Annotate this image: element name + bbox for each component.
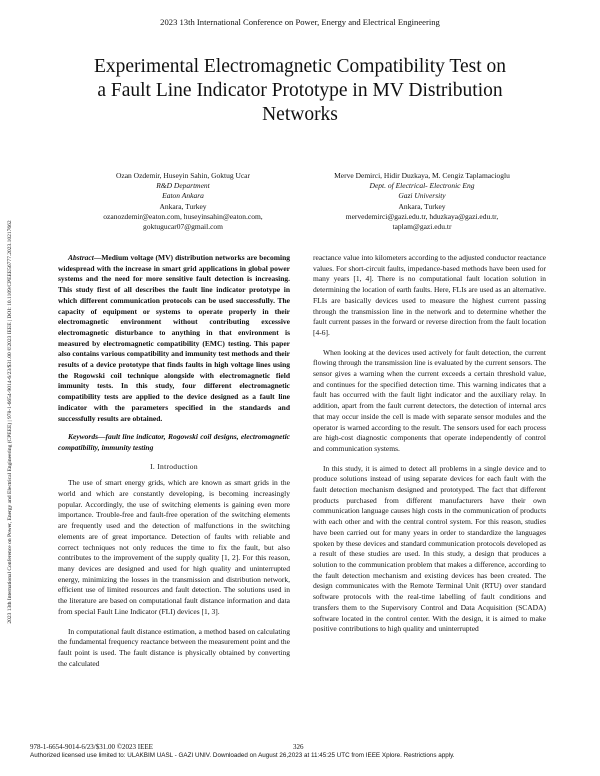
authors-left-dept: R&D Department <box>156 181 210 191</box>
authors-right-org: Gazi University <box>398 191 446 201</box>
title-line-2: a Fault Line Indicator Prototype in MV Distribution <box>97 80 503 101</box>
keywords <box>58 432 290 453</box>
authors-right-email-2: taplam@gazi.edu.tr <box>392 222 452 232</box>
authors-right-dept: Dept. of Electrical- Electronic Eng <box>369 181 475 191</box>
right-paragraph-2: When looking at the devices used actively for fault detection, the current flowing through the transmission line is evaluated by the current sensors. The sensor gives a warning when the current exceeds a certain threshold value, and continues for the specified detection time. This warning indicates that a fault has occurred with the fault light indicator and the auxiliary relay. In addition, apart from the fault current detectors, the detection of internal arcs that may occur inside the cell is made with separate sensor modules and the operator is warned according to the result. The sensors used for each process are high-cost diagnostic components that operate independently of control and communication systems. <box>313 347 546 453</box>
sidebar-citation <box>3 94 17 750</box>
footer-license: Authorized licensed use limited to: ULAKBIM UASL - GAZI UNIV. Downloaded on August 26,2023 at 11:45:25 UTC from IEEE Xplore. Restrictions apply. <box>30 752 455 759</box>
abstract-label: Abstract <box>68 253 94 262</box>
title-line-3: Networks <box>262 104 338 125</box>
authors-right-city: Ankara, Turkey <box>398 201 446 211</box>
authors-left-org: Eaton Ankara <box>162 191 204 201</box>
section-heading-introduction: I. Introduction <box>150 461 198 471</box>
intro-paragraph-1: The use of smart energy grids, which are known as smart grids in the world and which are constantly developing, is becoming increasingly popular. Accordingly, the use of switching elements is gaining even more importance. Trouble-free and fault-free operation of the switching elements are frequently used and the detection of malfunctions in the switching elements are of great importance. Detection of faults with reliable and correct techniques not only reduces the time to fix the fault, but also contributes to the improvement of the supply quality [1, 2]. For this reason, many devices are designed and used for high quality and uninterrupted energy, minimizing the losses in the transmission and distribution network, efficient use of limited resources and fault detection. The solutions used in the literature are based on computational fault distance information and data from special Fault Line Indicator (FLI) devices [1, 3]. <box>58 478 290 616</box>
paper-title <box>40 55 560 127</box>
authors-left-email-2: goktugucar07@gmail.com <box>142 222 223 232</box>
right-paragraph-3: In this study, it is aimed to detect all problems in a single device and to produce solutions instead of using separate devices for each fault with the fault detection mechanism designed and prototyped. The fact that different products purchased from different manufacturers have their own communication language causes high costs in the communication of products with each other and with the central control system. For this reason, studies have been carried out for many years in order to standardize the languages spoken by these devices and standard communication protocols developed as a result of these studies are used. In this study, a design that produces a solution to the communication problem that makes a difference, according to the fault detection mechanism and existing devices has been created. The design communicates with the Remote Terminal Unit (RTU) over standard software protocols with the real-time labelling of fault conditions and transfers them to the Supervisory Control and Data Acquisition (SCADA) software located in the control center. With the design, it is aimed to make positive contributions to high quality and uninterrupted <box>313 463 546 634</box>
authors-right-block <box>312 171 532 232</box>
abstract <box>58 253 290 424</box>
conference-header: 2023 13th International Conference on Power, Energy and Electrical Engineering <box>160 17 440 27</box>
title-line-1: Experimental Electromagnetic Compatibility Test on <box>93 56 506 77</box>
abstract-text: —Medium voltage (MV) distribution networks are becoming widespread with the increase in smart grid applications in global power systems and the need for more sensitive fault detection is increasing. This study first of all describes the fault line indicator prototype in which different communication protocols can be used successfully. The capacity of equipment or systems to operate properly in their electromagnetic environment without contributing excessive electromagnetic disturbance to anything in that environment is measured by electromagnetic compatibility (EMC) testing. This paper also contains various compatibility and immunity test methods and their results of a device prototype that finds faults in high voltage lines using the Rogowski coil technique alongside with electromagnetic field immunity tests. In this study, four different electromagnetic compatibility tests are applied to the device designed as a fault line indicator with the parameters specified in the standards and successfully results are obtained. <box>58 253 290 423</box>
authors-right-names: Merve Demirci, Hidir Duzkaya, M. Cengiz Taplamacioglu <box>334 171 510 180</box>
page-number: 326 <box>293 743 304 751</box>
right-paragraph-1: reactance value into kilometers according to the adjusted conductor reactance values. For short-circuit faults, impedance-based methods have been used for many years [1, 4]. There is no computational fault location solution in determining the location of earth faults. Here, FLIs are used as an alternative. FLIs are basically devices used to measure the highest current passing through the transmission line in the network and to determine whether the fault current passes in the forward or reverse direction from the fault location [4-6]. <box>313 253 546 337</box>
keywords-label: Keywords— <box>68 432 106 442</box>
intro-paragraph-2: In computational fault distance estimation, a method based on calculating the fundamental frequency reactance between the measurement point and the fault point is used. The fault distance is physically obtained by converting the calculated <box>58 626 290 668</box>
authors-right-email-1: mervedemirci@gazi.edu.tr, hduzkaya@gazi.edu.tr, <box>345 211 499 221</box>
authors-left-city: Ankara, Turkey <box>159 201 207 211</box>
keywords-text: fault line indicator, Rogowski coil designs, electromagnetic compatibility, immunity testing <box>58 432 290 452</box>
footer-isbn: 978-1-6654-9014-6/23/$31.00 ©2023 IEEE <box>30 743 153 751</box>
sidebar-citation-text: 2023 13th International Conference on Power, Energy and Electrical Engineering (CPEEE) | 978-1-6654-9014-6/23/$31.00 ©2023 IEEE | DOI: 10.1109/CPEEE56777.2023.10217662 <box>7 220 13 624</box>
authors-left-names: Ozan Ozdemir, Huseyin Sahin, Goktug Ucar <box>115 171 251 180</box>
authors-left-email-1: ozanozdemir@eaton.com, huseyinsahin@eaton.com, <box>103 211 263 221</box>
left-column <box>58 253 290 669</box>
right-column <box>313 253 546 635</box>
authors-left-block <box>78 171 288 232</box>
